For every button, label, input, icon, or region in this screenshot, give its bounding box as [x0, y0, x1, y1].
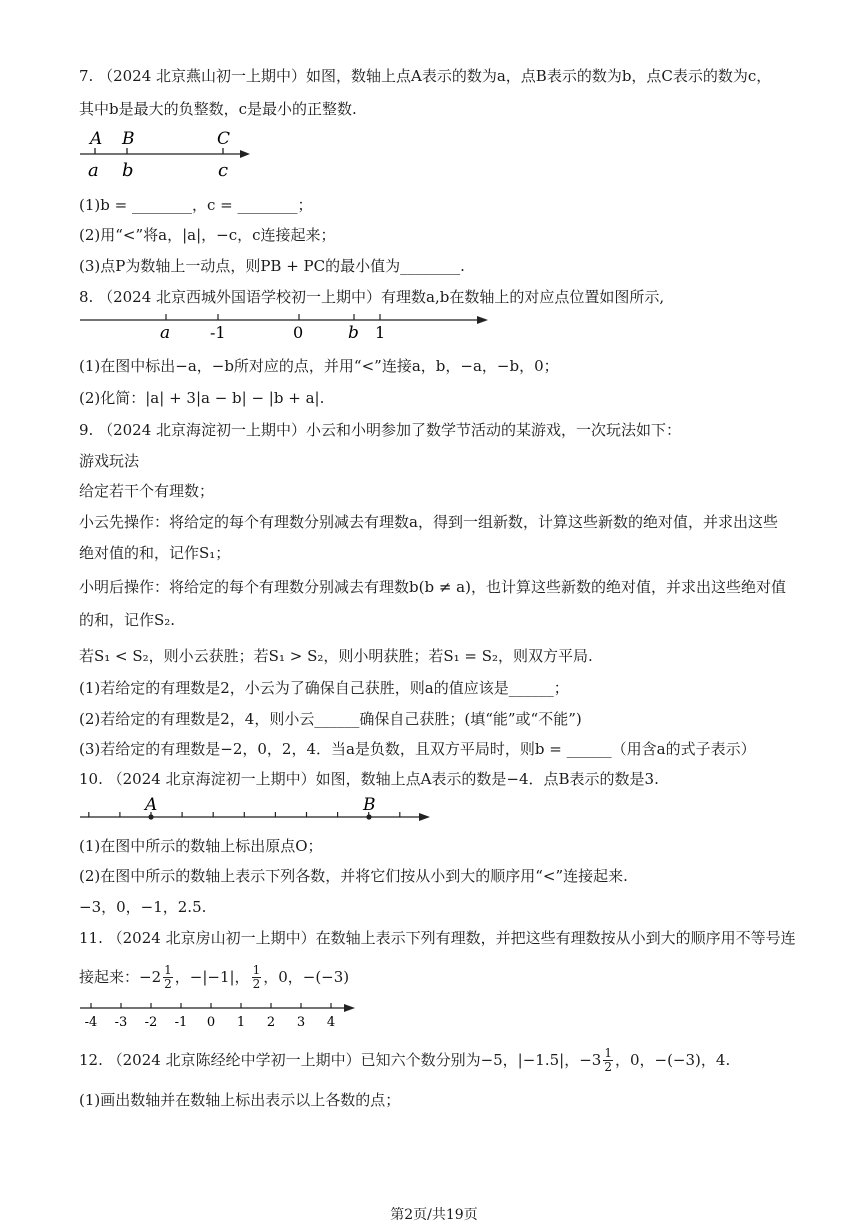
q7-stem-line1: 7. （2024 北京燕山初一上期中）如图，数轴上点A表示的数为a，点B表示的数为b，点C表示的数为c，	[79, 67, 772, 85]
q11-fraction-2-den: 2	[252, 976, 261, 991]
q9-stem-line3: 给定若干个有理数；	[79, 482, 215, 500]
q9-stem-line7: 的和，记作S₂.	[79, 611, 176, 629]
q12-fraction	[603, 1047, 613, 1074]
q7-label-B: B	[122, 129, 135, 149]
q11-tick-label: -3	[114, 1015, 128, 1030]
q9-part2: (2)若给定的有理数是2，4，则小云______确保自己获胜；(填“能”或“不能”)	[79, 710, 582, 728]
q8-label-1: 1	[375, 323, 386, 342]
q7-label-C: C	[217, 129, 231, 149]
q10-label-B: B	[363, 795, 376, 815]
q8-label-a: a	[160, 323, 171, 342]
q12-text-pre: 12. （2024 北京陈经纶中学初一上期中）已知六个数分别为−5，|−1.5|，−3	[79, 1051, 602, 1069]
q11-stem-line2	[79, 960, 349, 994]
q9-stem-line5: 绝对值的和，记作S₁；	[79, 544, 231, 562]
q7-number-line	[76, 124, 256, 182]
q10-label-A: A	[145, 795, 158, 815]
q11-number-line	[76, 1000, 366, 1030]
q9-part1: (1)若给定的有理数是2，小云为了确保自己获胜，则a的值应该是______；	[79, 679, 569, 697]
q12-fraction-num: 1	[604, 1045, 612, 1060]
q7-label-a: a	[88, 160, 99, 181]
q7-label-A: A	[90, 129, 103, 149]
q9-stem-line4: 小云先操作：将给定的每个有理数分别减去有理数a，得到一组新数，计算这些新数的绝对值，并求出这些	[79, 513, 778, 531]
q7-label-b: b	[122, 160, 134, 181]
q9-part3: (3)若给定的有理数是−2，0，2，4．当a是负数，且双方平局时，则b = ______（用含a的式子表示）	[79, 740, 756, 758]
q8-label-b: b	[348, 323, 359, 342]
q7-label-c: c	[218, 160, 229, 181]
q7-part1: (1)b = ________，c = ________；	[79, 196, 313, 214]
q10-stem: 10. （2024 北京海淀初一上期中）如图，数轴上点A表示的数是−4．点B表示的数是3.	[79, 770, 659, 788]
q8-part2: (2)化简：|a| + 3|a − b| − |b + a|.	[79, 389, 325, 407]
q10-numbers: −3，0，−1，2.5.	[79, 898, 207, 916]
q9-stem-line6: 小明后操作：将给定的每个有理数分别减去有理数b(b ≠ a)，也计算这些新数的绝对值，并求出这些绝对值	[79, 578, 786, 596]
q11-fraction-2-num: 1	[252, 962, 261, 977]
q11-text-pre: 接起来：−2	[79, 968, 162, 986]
q11-fraction-1-num: 1	[164, 962, 172, 977]
q11-arrow	[344, 1004, 355, 1012]
q8-label-neg1: -1	[210, 323, 226, 342]
q8-label-0: 0	[293, 323, 304, 342]
q10-number-line	[76, 792, 436, 828]
q11-fraction-1	[163, 964, 173, 991]
q8-arrow	[477, 316, 488, 324]
q12-part1: (1)画出数轴并在数轴上标出表示以上各数的点；	[79, 1091, 401, 1109]
q8-part1: (1)在图中标出−a，−b所对应的点，并用“<”连接a，b，−a，−b，0；	[79, 357, 559, 375]
q12-stem	[79, 1043, 730, 1077]
q11-tick-label: -1	[174, 1015, 188, 1030]
q7-arrow	[240, 150, 250, 158]
q11-tick-label: 0	[206, 1015, 216, 1030]
q10-part2: (2)在图中所示的数轴上表示下列各数，并将它们按从小到大的顺序用“<”连接起来.	[79, 867, 628, 885]
q11-tick-label: -2	[144, 1015, 158, 1030]
q12-fraction-den: 2	[604, 1059, 612, 1074]
q11-stem-line1: 11. （2024 北京房山初一上期中）在数轴上表示下列有理数，并把这些有理数按从小到大的顺序用不等号连	[79, 929, 796, 947]
q9-rule: 若S₁ < S₂，则小云获胜；若S₁ > S₂，则小明获胜；若S₁ = S₂，则双方平局.	[79, 647, 593, 665]
q7-part3: (3)点P为数轴上一动点，则PB + PC的最小值为________.	[79, 257, 465, 275]
q7-part2: (2)用“<”将a，|a|，−c，c连接起来；	[79, 226, 336, 244]
q12-text-post: ，0，−(−3)，4.	[614, 1051, 731, 1069]
q11-fraction-1-den: 2	[164, 976, 172, 991]
q10-point-A	[148, 814, 153, 819]
q10-point-B	[366, 814, 371, 819]
q11-text-mid: ，−|−1|，	[174, 968, 250, 986]
q11-tick-label: 4	[326, 1015, 336, 1030]
q11-tick-label: 2	[266, 1015, 276, 1030]
q10-arrow	[419, 813, 430, 821]
q8-number-line	[76, 308, 496, 342]
q9-stem-line2: 游戏玩法	[79, 452, 140, 470]
q11-tick-label: 1	[236, 1015, 246, 1030]
q9-stem-line1: 9. （2024 北京海淀初一上期中）小云和小明参加了数学节活动的某游戏，一次玩法如下：	[79, 421, 682, 439]
q11-fraction-2	[252, 964, 262, 991]
q10-part1: (1)在图中所示的数轴上标出原点O；	[79, 837, 323, 855]
q7-stem-line2: 其中b是最大的负整数，c是最小的正整数.	[79, 100, 357, 118]
q11-text-post: ，0，−(−3)	[263, 968, 350, 986]
q11-tick-label: 3	[296, 1015, 306, 1030]
q11-tick-label: -4	[84, 1015, 98, 1030]
q8-stem: 8. （2024 北京西城外国语学校初一上期中）有理数a,b在数轴上的对应点位置如图所示,	[79, 288, 665, 306]
page-footer: 第2页/共19页	[390, 1207, 478, 1223]
